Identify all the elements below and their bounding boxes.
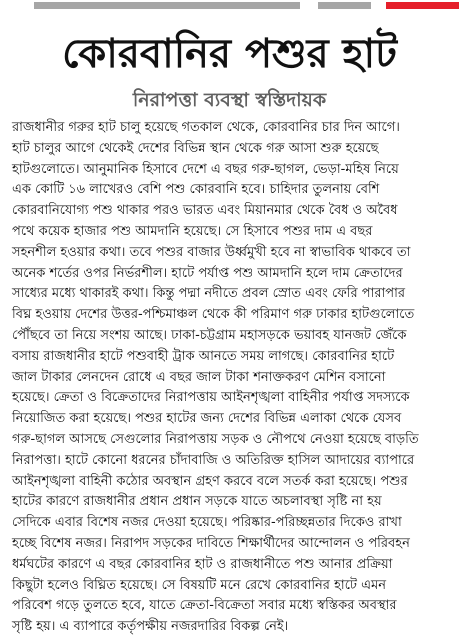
body-line: কোরবানিযোগ্য পশু থাকার পরও ভারত এবং মিয়ানমার থেকে বৈধ ও অবৈধ <box>12 203 398 219</box>
body-line: হাটের কারণে রাজধানীর প্রধান প্রধান সড়কে যাতে অচলাবস্থা সৃষ্টি না হয় <box>12 494 382 510</box>
body-line: নিরাপত্তা। হাটে কোনো ধরনের চাঁদাবাজি ও অতিরিক্ত হাসিল আদায়ের ব্যাপারে <box>12 452 415 468</box>
body-line: রাজধানীর গরুর হাট চালু হয়েছে গতকাল থেকে, কোরবানির চার দিন আগে। <box>12 120 400 135</box>
body-line: বসায় রাজধানীর হাটে পশুবাহী ট্রাক আনতে সময় লাগছে। কোরবানির হাটে <box>12 348 395 364</box>
body-line: সেদিকে এবার বিশেষ নজর দেওয়া হয়েছে। পরিষ্কার-পরিচ্ছন্নতার দিকেও রাখা <box>12 515 402 531</box>
body-line: পথে কয়েক হাজার পশু আমদানি হয়েছে। সে হিসাবে পশুর দাম এ বছর <box>12 223 373 239</box>
body-line: হাটগুলোতে। আনুমানিক হিসাবে দেশে এ বছর গরু-ছাগল, ভেড়া-মহিষ নিয়ে <box>12 161 399 177</box>
body-line: আইনশৃঙ্খলা বাহিনী কঠোর অবস্থান গ্রহণ করবে বলে সতর্ক করা হয়েছে। পশুর <box>12 473 408 489</box>
body-line: কিছুটা হলেও বিঘ্নিত হয়েছে। সে বিষয়টি মনে রেখে কোরবানির হাটে এমন <box>12 577 386 593</box>
body-line: এক কোটি ১৬ লাখেরও বেশি পশু কোরবানি হবে। চাহিদার তুলনায় বেশি <box>12 182 380 198</box>
body-line: গরু-ছাগল আসছে সেগুলোর নিরাপত্তায় সড়ক ও নৌপথে নেওয়া হয়েছে বাড়তি <box>12 431 419 447</box>
body-line: হচ্ছে বিশেষ নজর। নিরাপদ সড়কের দাবিতে শিক্ষার্থীদের আন্দোলন ও পরিবহন <box>12 535 410 551</box>
body-line: হয়েছে। ক্রেতা ও বিক্রেতাদের নিরাপত্তায় আইনশৃঙ্খলা বাহিনীর পর্যাপ্ত সদস্যকে <box>12 390 410 406</box>
body-line: সৃষ্টি হয়। এ ব্যাপারে কর্তৃপক্ষীয় নজরদারির বিকল্প নেই। <box>12 619 289 635</box>
body-line: বিঘ্ন হওয়ায় দেশের উত্তর-পশ্চিমাঞ্চল থেকে কী পরিমাণ গরু ঢাকার হাটগুলোতে <box>12 307 415 323</box>
article-headline: কোরবানির পশুর হাট <box>62 31 397 77</box>
top-rule-red-segment <box>386 2 459 9</box>
body-line: ধর্মঘটের কারণে এ বছর কোরবানির হাট ও রাজধানীতে পশু আনার প্রক্রিয়া <box>12 556 393 572</box>
body-line: সহনশীল হওয়ার কথা। তবে পশুর বাজার উর্ধ্বমুখী হবে না স্বাভাবিক থাকবে তা <box>12 244 411 260</box>
article-body <box>12 118 444 635</box>
body-line: অনেক শর্তের ওপর নির্ভরশীল। হাটে পর্যাপ্ত পশু আমদানি হলে দাম ক্রেতাদের <box>12 265 403 281</box>
body-line: হাট চালুর আগে থেকেই দেশের বিভিন্ন স্থান থেকে গরু আসা শুরু হয়েছে <box>12 140 379 156</box>
body-line: পরিবেশ গড়ে তুলতে হবে, যাতে ক্রেতা-বিক্রেতা সবার মধ্যে স্বস্তিকর অবস্থার <box>12 598 397 614</box>
top-rule-grey-segment <box>34 2 300 9</box>
top-rule-bar <box>0 0 459 12</box>
article-subheadline: নিরাপত্তা ব্যবস্থা স্বস্তিদায়ক <box>132 89 327 111</box>
top-rule-grey-segment-small <box>318 2 371 9</box>
body-line: পৌঁছবে তা নিয়ে সংশয় আছে। ঢাকা-চট্টগ্রাম মহাসড়কে ভয়াবহ যানজট জেঁকে <box>12 327 407 343</box>
body-line: নিয়োজিত করা হয়েছে। পশুর হাটের জন্য দেশের বিভিন্ন এলাকা থেকে যেসব <box>12 411 402 427</box>
body-line: সাধ্যের মধ্যে থাকারই কথা। কিন্তু পদ্মা নদীতে প্রবল স্রোত এবং ফেরি পারাপার <box>12 286 406 302</box>
body-line: জাল টাকার লেনদেন রোধে এ বছর জাল টাকা শনাক্তকরণ মেশিন বসানো <box>12 369 386 385</box>
